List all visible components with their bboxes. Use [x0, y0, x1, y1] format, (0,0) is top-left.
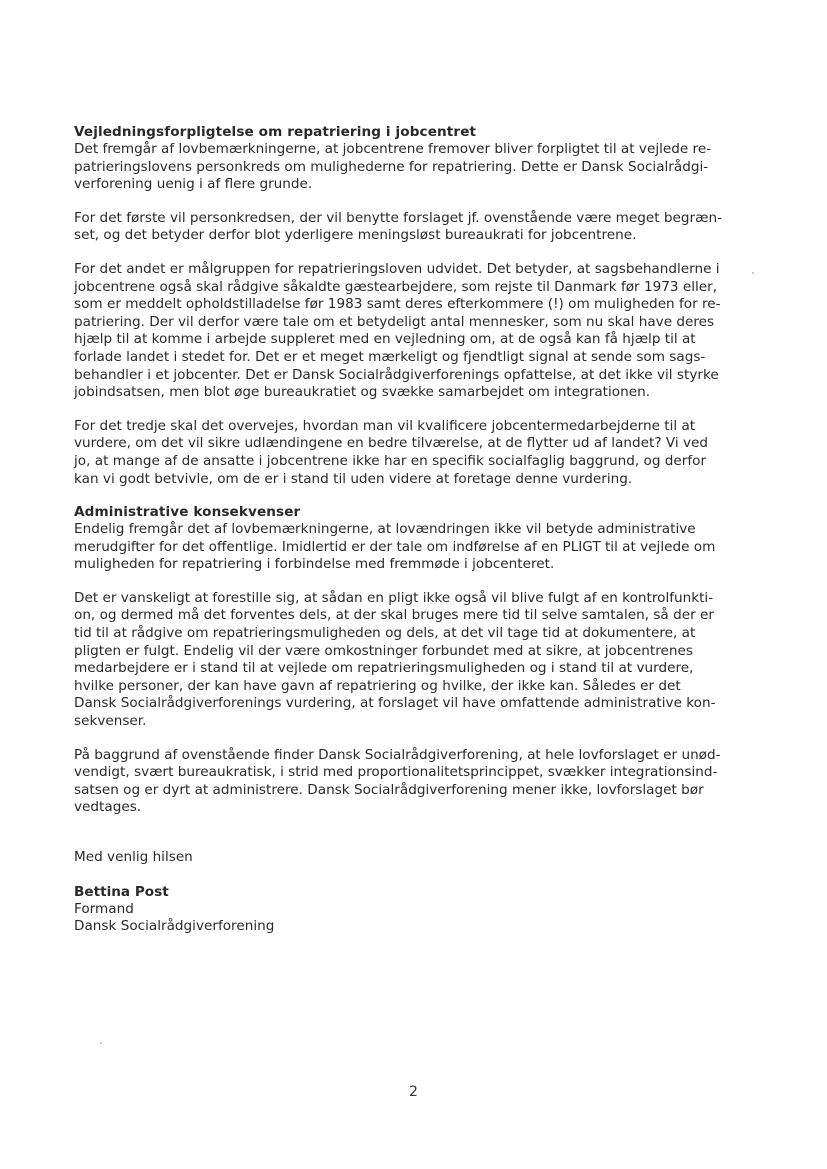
text-line: set, og det betyder derfor blot yderligere meningsløst bureaukrati for jobcentrene. [74, 227, 637, 244]
signatory-organization: Dansk Socialrådgiverforening [74, 918, 275, 935]
closing-greeting [74, 849, 746, 867]
paragraph [74, 521, 746, 574]
text-line: vurdere, om det vil sikre udlændingene en bedre tilværelse, at de flytter ud af landet? Vi ved [74, 435, 708, 452]
section-heading-repatriation: Vejledningsforpligtelse om repatriering i jobcentret [74, 124, 477, 140]
text-line: kan vi godt betvivle, om de er i stand til uden videre at foretage denne vurdering. [74, 470, 633, 487]
text-line: På baggrund af ovenstående finder Dansk Socialrådgiverforening, at hele lovforslaget er unød- [74, 746, 721, 763]
text-line: Det fremgår af lovbemærkningerne, at jobcentrene fremover bliver forpligtet til at vejlede re- [74, 141, 712, 157]
scan-speck [752, 272, 754, 274]
text-line: jobcentrene også skal rådgive såkaldte gæstearbejdere, som rejste til Danmark før 1973 eller, [74, 278, 718, 295]
text-line: jobindsatsen, men blot øge bureaukratiet og svække samarbejdet om integrationen. [74, 384, 651, 401]
page-number: 2 [409, 1084, 418, 1100]
paragraph [74, 210, 746, 245]
signatory-details [74, 901, 746, 936]
text-line: hvilke personer, der kan have gavn af repatriering og hvilke, der ikke kan. Således er det [74, 677, 681, 694]
text-line: patriering. Der vil derfor være tale om et betydeligt antal mennesker, som nu skal have deres [74, 313, 715, 330]
text-line: hjælp til at komme i arbejde suppleret med en vejledning om, at de også kan få hjælp til at [74, 331, 696, 348]
paragraph [74, 747, 746, 817]
text-line: Endelig fremgår det af lovbemærkningerne, at lovændringen ikke vil betyde administrative [74, 521, 696, 538]
text-line: vedtages. [74, 799, 142, 816]
signatory-title: Formand [74, 900, 134, 917]
text-line: satsen og er dyrt at administrere. Dansk Socialrådgiverforening mener ikke, lovforslaget bør [74, 781, 704, 798]
section-heading-administrative: Administrative konsekvenser [74, 504, 301, 521]
text-line: verforening uenig i af flere grunde. [74, 176, 313, 193]
paragraph [74, 261, 746, 402]
text-line: forlade landet i stedet for. Det er et meget mærkeligt og fjendtligt signal at sende som sags- [74, 348, 706, 365]
document-body [74, 124, 746, 936]
text-line: som er meddelt opholdstilladelse før 1983 samt deres efterkommere (!) om muligheden for re- [74, 296, 721, 313]
text-line: Dansk Socialrådgiverforenings vurdering, at forslaget vil have omfattende administrative kon- [74, 695, 716, 712]
signatory-name: Bettina Post [74, 883, 169, 900]
text-line: vendigt, svært bureaukratisk, i strid med proportionalitetsprincippet, svækker integrationsind- [74, 764, 718, 781]
text-line: sekvenser. [74, 713, 147, 730]
text-line: patrieringslovens personkreds om mulighederne for repatriering. Dette er Dansk Socialrådgi- [74, 158, 709, 175]
text-line: tid til at rådgive om repatrieringsmuligheden og dels, at det vil tage tid at dokumentere, at [74, 625, 696, 642]
scan-speck [100, 1042, 102, 1044]
text-line: muligheden for repatriering i forbindelse med fremmøde i jobcenteret. [74, 556, 555, 573]
text-line: pligten er fulgt. Endelig vil der være omkostninger forbundet med at sikre, at jobcentrenes [74, 642, 693, 659]
text-line: Det er vanskeligt at forestille sig, at sådan en pligt ikke også vil blive fulgt af en kontrolfunkti- [74, 589, 714, 606]
paragraph [74, 141, 746, 194]
greeting-text: Med venlig hilsen [74, 849, 193, 865]
text-line: behandler i et jobcenter. Det er Dansk Socialrådgiverforenings opfattelse, at det ikke vil styrke [74, 366, 719, 383]
text-line: For det tredje skal det overvejes, hvordan man vil kvalificere jobcentermedarbejderne til at [74, 417, 696, 434]
text-line: medarbejdere er i stand til at vejlede om repatrieringsmuligheden og i stand til at vurdere, [74, 660, 694, 677]
text-line: For det andet er målgruppen for repatrieringsloven udvidet. Det betyder, at sagsbehandlerne i [74, 260, 720, 277]
text-line: on, og dermed må det forventes dels, at der skal bruges mere tid til selve samtalen, så der er [74, 607, 714, 624]
text-line: merudgifter for det offentlige. Imidlertid er der tale om indførelse af en PLIGT til at vejlede om [74, 538, 716, 555]
paragraph [74, 590, 746, 731]
text-line: For det første vil personkredsen, der vil benytte forslaget jf. ovenstående være meget begræn- [74, 209, 722, 226]
paragraph [74, 418, 746, 488]
text-line: jo, at mange af de ansatte i jobcentrene ikke har en specifik socialfaglig baggrund, og derfor [74, 452, 707, 469]
